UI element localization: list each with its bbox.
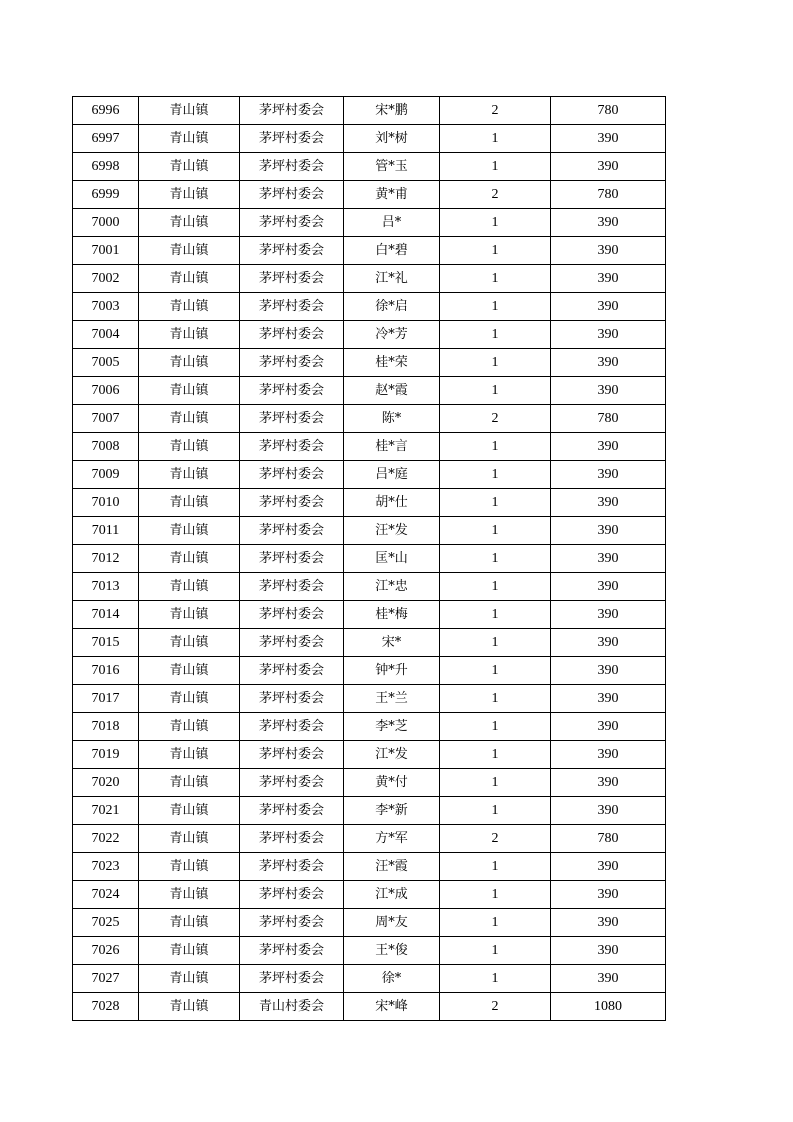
name-cell: 李*新	[344, 797, 440, 825]
serial-cell: 7015	[73, 629, 139, 657]
name-cell: 冷*芳	[344, 321, 440, 349]
name-cell: 黄*甫	[344, 181, 440, 209]
amount-cell: 390	[551, 769, 666, 797]
name-cell: 赵*霞	[344, 377, 440, 405]
village-cell: 茅坪村委会	[240, 293, 344, 321]
name-cell: 管*玉	[344, 153, 440, 181]
table-row	[73, 881, 666, 909]
town-cell: 青山镇	[139, 181, 240, 209]
count-cell: 1	[440, 629, 551, 657]
table-row	[73, 377, 666, 405]
town-cell: 青山镇	[139, 349, 240, 377]
serial-cell: 7022	[73, 825, 139, 853]
count-cell: 1	[440, 461, 551, 489]
serial-cell: 7013	[73, 573, 139, 601]
village-cell: 茅坪村委会	[240, 685, 344, 713]
amount-cell: 390	[551, 713, 666, 741]
amount-cell: 390	[551, 125, 666, 153]
serial-cell: 7007	[73, 405, 139, 433]
amount-cell: 780	[551, 97, 666, 125]
village-cell: 茅坪村委会	[240, 237, 344, 265]
table-row	[73, 629, 666, 657]
count-cell: 1	[440, 265, 551, 293]
village-cell: 茅坪村委会	[240, 377, 344, 405]
count-cell: 1	[440, 601, 551, 629]
table-row	[73, 937, 666, 965]
amount-cell: 390	[551, 517, 666, 545]
amount-cell: 390	[551, 881, 666, 909]
name-cell: 徐*启	[344, 293, 440, 321]
name-cell: 宋*鹏	[344, 97, 440, 125]
village-cell: 青山村委会	[240, 993, 344, 1021]
serial-cell: 7006	[73, 377, 139, 405]
town-cell: 青山镇	[139, 321, 240, 349]
serial-cell: 7016	[73, 657, 139, 685]
count-cell: 1	[440, 937, 551, 965]
name-cell: 周*友	[344, 909, 440, 937]
count-cell: 2	[440, 993, 551, 1021]
table-row	[73, 685, 666, 713]
town-cell: 青山镇	[139, 461, 240, 489]
amount-cell: 390	[551, 349, 666, 377]
amount-cell: 390	[551, 377, 666, 405]
table-body	[73, 97, 666, 1021]
table-row	[73, 517, 666, 545]
name-cell: 江*忠	[344, 573, 440, 601]
village-cell: 茅坪村委会	[240, 517, 344, 545]
town-cell: 青山镇	[139, 797, 240, 825]
amount-cell: 780	[551, 405, 666, 433]
serial-cell: 7014	[73, 601, 139, 629]
name-cell: 桂*梅	[344, 601, 440, 629]
amount-cell: 390	[551, 657, 666, 685]
count-cell: 1	[440, 741, 551, 769]
serial-cell: 7002	[73, 265, 139, 293]
serial-cell: 7012	[73, 545, 139, 573]
count-cell: 1	[440, 321, 551, 349]
serial-cell: 7001	[73, 237, 139, 265]
serial-cell: 7025	[73, 909, 139, 937]
town-cell: 青山镇	[139, 937, 240, 965]
count-cell: 1	[440, 237, 551, 265]
name-cell: 吕*	[344, 209, 440, 237]
name-cell: 桂*言	[344, 433, 440, 461]
town-cell: 青山镇	[139, 965, 240, 993]
serial-cell: 7020	[73, 769, 139, 797]
town-cell: 青山镇	[139, 97, 240, 125]
table-row	[73, 125, 666, 153]
count-cell: 1	[440, 517, 551, 545]
amount-cell: 390	[551, 209, 666, 237]
town-cell: 青山镇	[139, 209, 240, 237]
village-cell: 茅坪村委会	[240, 153, 344, 181]
table-row	[73, 545, 666, 573]
village-cell: 茅坪村委会	[240, 937, 344, 965]
amount-cell: 390	[551, 433, 666, 461]
table-row	[73, 657, 666, 685]
table-row	[73, 153, 666, 181]
town-cell: 青山镇	[139, 629, 240, 657]
amount-cell: 390	[551, 937, 666, 965]
count-cell: 1	[440, 769, 551, 797]
table-row	[73, 853, 666, 881]
name-cell: 桂*荣	[344, 349, 440, 377]
count-cell: 1	[440, 881, 551, 909]
town-cell: 青山镇	[139, 657, 240, 685]
count-cell: 1	[440, 797, 551, 825]
town-cell: 青山镇	[139, 265, 240, 293]
village-cell: 茅坪村委会	[240, 125, 344, 153]
serial-cell: 7021	[73, 797, 139, 825]
town-cell: 青山镇	[139, 293, 240, 321]
table-row	[73, 573, 666, 601]
table-row	[73, 265, 666, 293]
name-cell: 徐*	[344, 965, 440, 993]
table-row	[73, 461, 666, 489]
name-cell: 汪*发	[344, 517, 440, 545]
village-cell: 茅坪村委会	[240, 321, 344, 349]
town-cell: 青山镇	[139, 517, 240, 545]
name-cell: 钟*升	[344, 657, 440, 685]
amount-cell: 390	[551, 153, 666, 181]
table-row	[73, 97, 666, 125]
amount-cell: 390	[551, 909, 666, 937]
count-cell: 2	[440, 181, 551, 209]
village-cell: 茅坪村委会	[240, 657, 344, 685]
name-cell: 白*碧	[344, 237, 440, 265]
count-cell: 1	[440, 489, 551, 517]
table-row	[73, 993, 666, 1021]
amount-cell: 390	[551, 293, 666, 321]
name-cell: 汪*霞	[344, 853, 440, 881]
amount-cell: 390	[551, 321, 666, 349]
table-row	[73, 601, 666, 629]
town-cell: 青山镇	[139, 713, 240, 741]
village-cell: 茅坪村委会	[240, 489, 344, 517]
town-cell: 青山镇	[139, 741, 240, 769]
amount-cell: 390	[551, 741, 666, 769]
serial-cell: 7000	[73, 209, 139, 237]
village-cell: 茅坪村委会	[240, 853, 344, 881]
amount-cell: 1080	[551, 993, 666, 1021]
name-cell: 江*礼	[344, 265, 440, 293]
count-cell: 1	[440, 965, 551, 993]
table-row	[73, 181, 666, 209]
name-cell: 刘*树	[344, 125, 440, 153]
count-cell: 1	[440, 377, 551, 405]
village-cell: 茅坪村委会	[240, 629, 344, 657]
name-cell: 江*发	[344, 741, 440, 769]
count-cell: 1	[440, 573, 551, 601]
name-cell: 王*俊	[344, 937, 440, 965]
village-cell: 茅坪村委会	[240, 965, 344, 993]
town-cell: 青山镇	[139, 573, 240, 601]
serial-cell: 7017	[73, 685, 139, 713]
count-cell: 2	[440, 405, 551, 433]
village-cell: 茅坪村委会	[240, 825, 344, 853]
village-cell: 茅坪村委会	[240, 461, 344, 489]
table-row	[73, 349, 666, 377]
table-row	[73, 909, 666, 937]
table-row	[73, 713, 666, 741]
table-row	[73, 825, 666, 853]
table-row	[73, 489, 666, 517]
name-cell: 匡*山	[344, 545, 440, 573]
count-cell: 1	[440, 853, 551, 881]
serial-cell: 6998	[73, 153, 139, 181]
amount-cell: 390	[551, 797, 666, 825]
serial-cell: 7026	[73, 937, 139, 965]
name-cell: 宋*峰	[344, 993, 440, 1021]
amount-cell: 390	[551, 685, 666, 713]
name-cell: 吕*庭	[344, 461, 440, 489]
serial-cell: 7023	[73, 853, 139, 881]
serial-cell: 7018	[73, 713, 139, 741]
village-cell: 茅坪村委会	[240, 209, 344, 237]
table-row	[73, 321, 666, 349]
amount-cell: 390	[551, 237, 666, 265]
count-cell: 1	[440, 685, 551, 713]
serial-cell: 7011	[73, 517, 139, 545]
count-cell: 1	[440, 657, 551, 685]
name-cell: 宋*	[344, 629, 440, 657]
village-cell: 茅坪村委会	[240, 909, 344, 937]
serial-cell: 7024	[73, 881, 139, 909]
count-cell: 1	[440, 209, 551, 237]
table-row	[73, 769, 666, 797]
amount-cell: 390	[551, 573, 666, 601]
table-row	[73, 741, 666, 769]
amount-cell: 780	[551, 181, 666, 209]
serial-cell: 7019	[73, 741, 139, 769]
town-cell: 青山镇	[139, 853, 240, 881]
town-cell: 青山镇	[139, 125, 240, 153]
amount-cell: 390	[551, 461, 666, 489]
village-cell: 茅坪村委会	[240, 349, 344, 377]
name-cell: 黄*付	[344, 769, 440, 797]
village-cell: 茅坪村委会	[240, 713, 344, 741]
amount-cell: 390	[551, 601, 666, 629]
table-row	[73, 237, 666, 265]
town-cell: 青山镇	[139, 433, 240, 461]
serial-cell: 7010	[73, 489, 139, 517]
town-cell: 青山镇	[139, 405, 240, 433]
count-cell: 1	[440, 545, 551, 573]
amount-cell: 390	[551, 545, 666, 573]
town-cell: 青山镇	[139, 601, 240, 629]
village-cell: 茅坪村委会	[240, 181, 344, 209]
count-cell: 2	[440, 97, 551, 125]
table-row	[73, 293, 666, 321]
town-cell: 青山镇	[139, 825, 240, 853]
amount-cell: 390	[551, 965, 666, 993]
count-cell: 2	[440, 825, 551, 853]
village-cell: 茅坪村委会	[240, 433, 344, 461]
count-cell: 1	[440, 713, 551, 741]
name-cell: 李*芝	[344, 713, 440, 741]
amount-cell: 390	[551, 489, 666, 517]
amount-cell: 390	[551, 853, 666, 881]
name-cell: 方*军	[344, 825, 440, 853]
village-cell: 茅坪村委会	[240, 601, 344, 629]
serial-cell: 7004	[73, 321, 139, 349]
table-row	[73, 433, 666, 461]
town-cell: 青山镇	[139, 993, 240, 1021]
name-cell: 江*成	[344, 881, 440, 909]
count-cell: 1	[440, 909, 551, 937]
town-cell: 青山镇	[139, 237, 240, 265]
village-cell: 茅坪村委会	[240, 797, 344, 825]
amount-cell: 390	[551, 265, 666, 293]
town-cell: 青山镇	[139, 685, 240, 713]
name-cell: 王*兰	[344, 685, 440, 713]
town-cell: 青山镇	[139, 881, 240, 909]
serial-cell: 7008	[73, 433, 139, 461]
table-row	[73, 405, 666, 433]
serial-cell: 6999	[73, 181, 139, 209]
table-row	[73, 797, 666, 825]
amount-cell: 780	[551, 825, 666, 853]
village-cell: 茅坪村委会	[240, 545, 344, 573]
serial-cell: 7009	[73, 461, 139, 489]
serial-cell: 7005	[73, 349, 139, 377]
serial-cell: 6997	[73, 125, 139, 153]
data-table	[72, 96, 666, 1021]
count-cell: 1	[440, 349, 551, 377]
village-cell: 茅坪村委会	[240, 405, 344, 433]
count-cell: 1	[440, 293, 551, 321]
town-cell: 青山镇	[139, 545, 240, 573]
town-cell: 青山镇	[139, 153, 240, 181]
village-cell: 茅坪村委会	[240, 97, 344, 125]
town-cell: 青山镇	[139, 377, 240, 405]
table-row	[73, 209, 666, 237]
village-cell: 茅坪村委会	[240, 265, 344, 293]
serial-cell: 6996	[73, 97, 139, 125]
serial-cell: 7028	[73, 993, 139, 1021]
town-cell: 青山镇	[139, 769, 240, 797]
amount-cell: 390	[551, 629, 666, 657]
village-cell: 茅坪村委会	[240, 769, 344, 797]
serial-cell: 7027	[73, 965, 139, 993]
count-cell: 1	[440, 125, 551, 153]
count-cell: 1	[440, 433, 551, 461]
table-row	[73, 965, 666, 993]
town-cell: 青山镇	[139, 489, 240, 517]
serial-cell: 7003	[73, 293, 139, 321]
count-cell: 1	[440, 153, 551, 181]
village-cell: 茅坪村委会	[240, 881, 344, 909]
name-cell: 胡*仕	[344, 489, 440, 517]
village-cell: 茅坪村委会	[240, 573, 344, 601]
town-cell: 青山镇	[139, 909, 240, 937]
village-cell: 茅坪村委会	[240, 741, 344, 769]
name-cell: 陈*	[344, 405, 440, 433]
